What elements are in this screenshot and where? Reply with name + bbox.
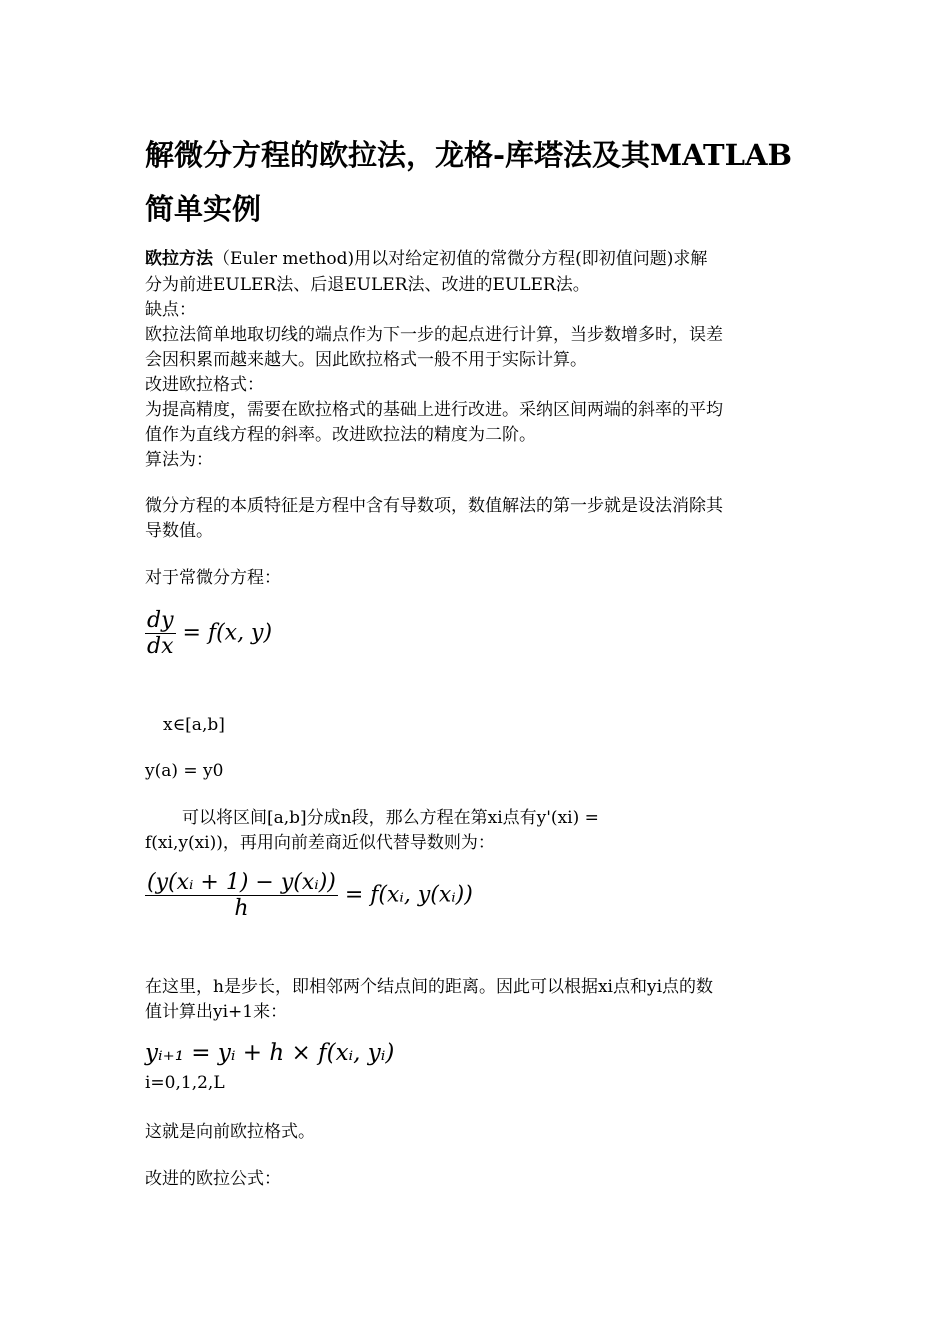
text-line-9: 算法为：: [145, 450, 213, 470]
text-line-2: 分为前进EULER法、后退EULER法、改进的EULER法。: [145, 275, 590, 295]
text-line-12: 对于常微分方程：: [145, 568, 281, 588]
text-line-11: 导数值。: [145, 521, 213, 541]
text-line-8: 值作为直线方程的斜率。改进欧拉法的精度为二阶。: [145, 425, 536, 445]
difference-formula: [145, 870, 473, 921]
ode-numerator: dy: [147, 608, 174, 633]
ode-fraction: [145, 608, 176, 659]
ode-denominator: dx: [145, 633, 176, 659]
difference-fraction: [145, 870, 338, 921]
difference-denominator: h: [145, 895, 338, 921]
text-line-17: 在这里，h是步长，即相邻两个结点间的距离。因此可以根据xi点和yi点的数: [145, 977, 714, 997]
text-line-6: 改进欧拉格式：: [145, 375, 264, 395]
text-line-16: f(xi,y(xi))，再用向前差商近似代替导数则为：: [145, 833, 495, 853]
text-line-15: 可以将区间[a,b]分成n段，那么方程在第xi点有y'(xi) =: [182, 808, 599, 828]
text-line-18: 值计算出yi+1来：: [145, 1002, 288, 1022]
text-line-21: 改进的欧拉公式：: [145, 1169, 281, 1189]
text-line-3: 缺点：: [145, 300, 196, 320]
text-line-13: x∈[a,b]: [163, 715, 225, 735]
difference-rhs: = f(xᵢ, y(xᵢ)): [344, 882, 473, 908]
text-line-7: 为提高精度，需要在欧拉格式的基础上进行改进。采纳区间两端的斜率的平均: [145, 400, 723, 420]
difference-numerator: (y(xᵢ + 1) − y(xᵢ)): [147, 870, 336, 895]
euler-formula: yᵢ₊₁ = yᵢ + h × f(xᵢ, yᵢ): [145, 1040, 395, 1066]
text-line-4: 欧拉法简单地取切线的端点作为下一步的起点进行计算，当步数增多时，误差: [145, 325, 723, 345]
text-line-20: 这就是向前欧拉格式。: [145, 1122, 315, 1142]
ode-rhs: = f(x, y): [182, 620, 273, 646]
text-line-19: i=0,1,2,L: [145, 1073, 225, 1093]
intro-line: [145, 247, 707, 271]
intro-rest: （Euler method)用以对给定初值的常微分方程(即初值问题)求解: [213, 249, 708, 269]
document-title: 解微分方程的欧拉法，龙格-库塔法及其MATLAB简单实例: [145, 138, 793, 226]
intro-term: 欧拉方法: [145, 249, 213, 269]
text-line-5: 会因积累而越来越大。因此欧拉格式一般不用于实际计算。: [145, 350, 587, 370]
text-line-14: y(a) = y0: [145, 761, 224, 781]
ode-formula: [145, 608, 272, 659]
text-line-10: 微分方程的本质特征是方程中含有导数项，数值解法的第一步就是设法消除其: [145, 496, 723, 516]
